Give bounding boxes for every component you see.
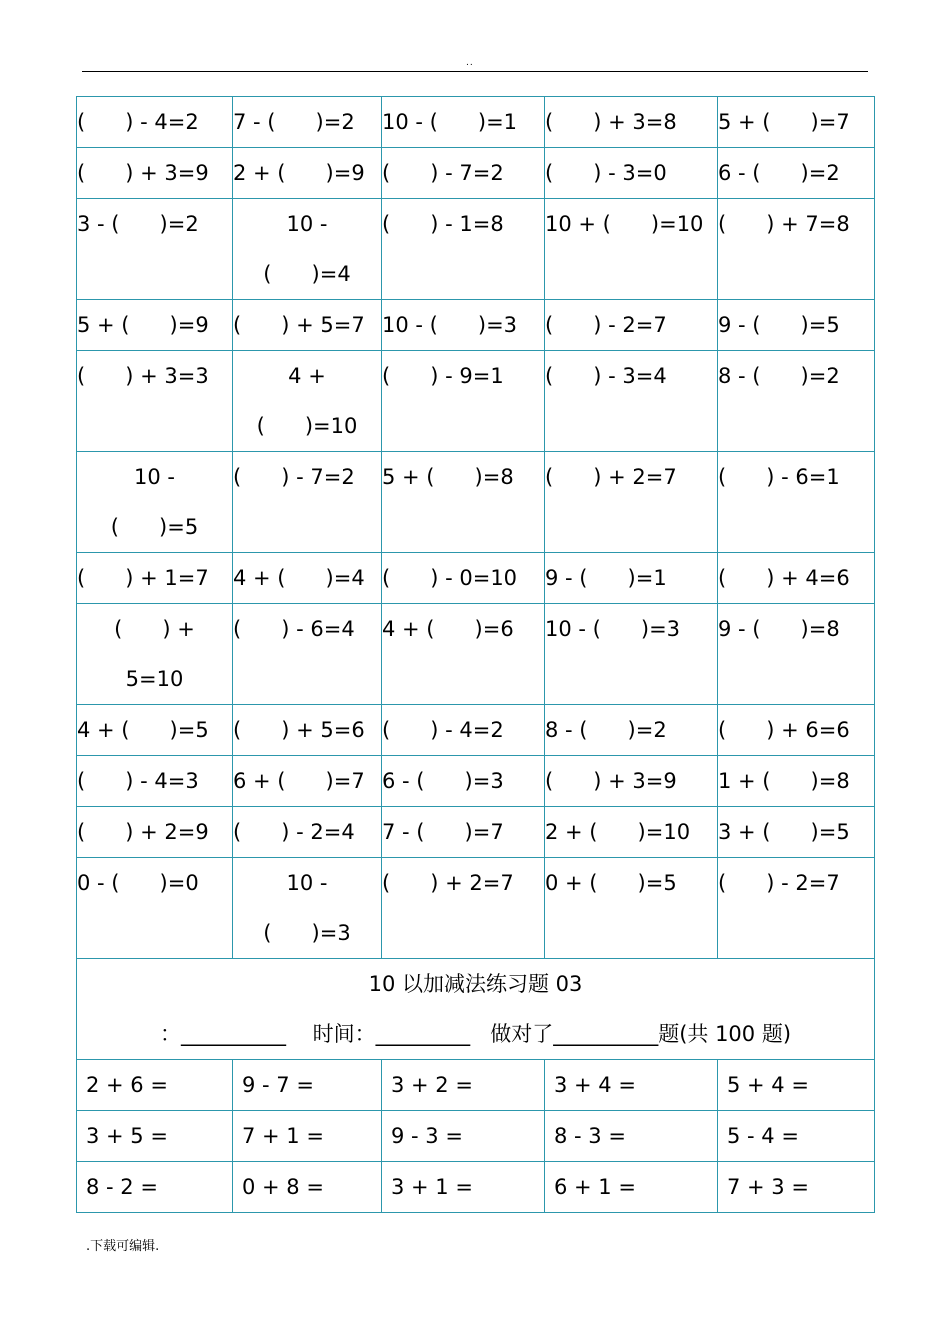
- problem-cell: 5 + ( )=9: [77, 300, 233, 351]
- problem-cell: ( ) - 2=4: [233, 807, 382, 858]
- problem-cell: 9 - ( )=1: [545, 553, 718, 604]
- header-rule: [82, 71, 868, 72]
- problem-cell: 6 + ( )=7: [233, 756, 382, 807]
- problem-cell: ( ) - 4=2: [77, 97, 233, 148]
- problem-cell: ( ) - 7=2: [233, 452, 382, 553]
- problem-cell: ( ) + 4=6: [718, 553, 875, 604]
- problem-cell: 0 - ( )=0: [77, 858, 233, 959]
- section-info-line: ：__________ 时间：_________ 做对了__________题(共 100 题): [159, 1022, 792, 1046]
- worksheet-table: [76, 96, 875, 1213]
- calc-cell: 3 + 5 =: [77, 1111, 233, 1162]
- calc-cell: 3 + 4 =: [545, 1060, 718, 1111]
- calc-cell: 7 + 3 =: [718, 1162, 875, 1213]
- problem-cell: [77, 452, 233, 553]
- problem-cell: ( ) + 2=9: [77, 807, 233, 858]
- table-row: [77, 1162, 875, 1213]
- table-row: [77, 1060, 875, 1111]
- problem-cell: ( ) - 1=8: [382, 199, 545, 300]
- problem-cell: ( ) - 6=1: [718, 452, 875, 553]
- problem-line: 10 - ( )=4: [263, 212, 351, 286]
- fill-in-section: [77, 97, 875, 959]
- calc-cell: 8 - 2 =: [77, 1162, 233, 1213]
- problem-cell: ( ) + 3=9: [77, 148, 233, 199]
- table-row: [77, 199, 875, 300]
- problem-cell: 7 - ( )=2: [233, 97, 382, 148]
- problem-cell: [233, 199, 382, 300]
- table-row: [77, 351, 875, 452]
- calc-cell: 8 - 3 =: [545, 1111, 718, 1162]
- calc-cell: 0 + 8 =: [233, 1162, 382, 1213]
- problem-cell: 10 - ( )=1: [382, 97, 545, 148]
- problem-cell: ( ) + 6=6: [718, 705, 875, 756]
- problem-cell: 10 - ( )=3: [545, 604, 718, 705]
- problem-cell: ( ) - 9=1: [382, 351, 545, 452]
- calc-cell: 3 + 2 =: [382, 1060, 545, 1111]
- problem-cell: 7 - ( )=7: [382, 807, 545, 858]
- calc-cell: 2 + 6 =: [77, 1060, 233, 1111]
- problem-cell: 3 - ( )=2: [77, 199, 233, 300]
- table-row: [77, 1111, 875, 1162]
- calc-cell: 9 - 7 =: [233, 1060, 382, 1111]
- table-row: [77, 97, 875, 148]
- problem-cell: 3 + ( )=5: [718, 807, 875, 858]
- problem-cell: [233, 351, 382, 452]
- problem-cell: ( ) + 3=9: [545, 756, 718, 807]
- problem-cell: ( ) - 3=0: [545, 148, 718, 199]
- problem-cell: ( ) + 7=8: [718, 199, 875, 300]
- problem-cell: ( ) + 1=7: [77, 553, 233, 604]
- calc-cell: 7 + 1 =: [233, 1111, 382, 1162]
- problem-cell: ( ) - 6=4: [233, 604, 382, 705]
- problem-line: ( ) + 5=10: [114, 617, 195, 691]
- problem-line: 4 + ( )=10: [256, 364, 358, 438]
- problem-cell: ( ) - 4=3: [77, 756, 233, 807]
- problem-cell: ( ) - 3=4: [545, 351, 718, 452]
- calc-cell: 5 + 4 =: [718, 1060, 875, 1111]
- problem-line: 10 - ( )=5: [110, 465, 199, 539]
- problem-cell: ( ) - 2=7: [545, 300, 718, 351]
- problem-cell: ( ) + 5=6: [233, 705, 382, 756]
- problem-cell: 10 - ( )=3: [382, 300, 545, 351]
- problem-cell: 10 + ( )=10: [545, 199, 718, 300]
- problem-cell: ( ) - 4=2: [382, 705, 545, 756]
- section-title: 10 以加减法练习题 03: [368, 972, 583, 996]
- problem-cell: 4 + ( )=6: [382, 604, 545, 705]
- problem-cell: ( ) + 5=7: [233, 300, 382, 351]
- problem-cell: ( ) + 2=7: [382, 858, 545, 959]
- calculation-section: [77, 1060, 875, 1213]
- problem-cell: ( ) + 2=7: [545, 452, 718, 553]
- table-row: [77, 756, 875, 807]
- table-row: [77, 452, 875, 553]
- calc-cell: 6 + 1 =: [545, 1162, 718, 1213]
- problem-cell: [233, 858, 382, 959]
- problem-cell: 4 + ( )=4: [233, 553, 382, 604]
- problem-cell: 9 - ( )=5: [718, 300, 875, 351]
- problem-cell: 6 - ( )=2: [718, 148, 875, 199]
- problem-cell: ( ) - 0=10: [382, 553, 545, 604]
- problem-cell: ( ) - 7=2: [382, 148, 545, 199]
- calc-cell: 9 - 3 =: [382, 1111, 545, 1162]
- problem-cell: 9 - ( )=8: [718, 604, 875, 705]
- table-row: [77, 858, 875, 959]
- problem-cell: ( ) - 2=7: [718, 858, 875, 959]
- problem-cell: 6 - ( )=3: [382, 756, 545, 807]
- problem-line: 10 - ( )=3: [263, 871, 351, 945]
- section-title-cell: [77, 959, 875, 1060]
- problem-cell: 5 + ( )=7: [718, 97, 875, 148]
- problem-cell: 5 + ( )=8: [382, 452, 545, 553]
- table-row: [77, 807, 875, 858]
- table-row: [77, 300, 875, 351]
- problem-cell: ( ) + 3=8: [545, 97, 718, 148]
- footer-text: .下载可编辑.: [86, 1239, 160, 1254]
- problem-cell: 4 + ( )=5: [77, 705, 233, 756]
- problem-cell: 1 + ( )=8: [718, 756, 875, 807]
- problem-cell: 8 - ( )=2: [545, 705, 718, 756]
- table-row: [77, 148, 875, 199]
- problem-cell: 2 + ( )=10: [545, 807, 718, 858]
- calc-cell: 5 - 4 =: [718, 1111, 875, 1162]
- problem-cell: 2 + ( )=9: [233, 148, 382, 199]
- table-row: [77, 553, 875, 604]
- table-row: [77, 959, 875, 1060]
- table-row: [77, 705, 875, 756]
- calc-cell: 3 + 1 =: [382, 1162, 545, 1213]
- problem-cell: 8 - ( )=2: [718, 351, 875, 452]
- problem-cell: [77, 604, 233, 705]
- problem-cell: 0 + ( )=5: [545, 858, 718, 959]
- problem-cell: ( ) + 3=3: [77, 351, 233, 452]
- header-mark: ..: [466, 58, 474, 68]
- table-row: [77, 604, 875, 705]
- section-header: [77, 959, 875, 1060]
